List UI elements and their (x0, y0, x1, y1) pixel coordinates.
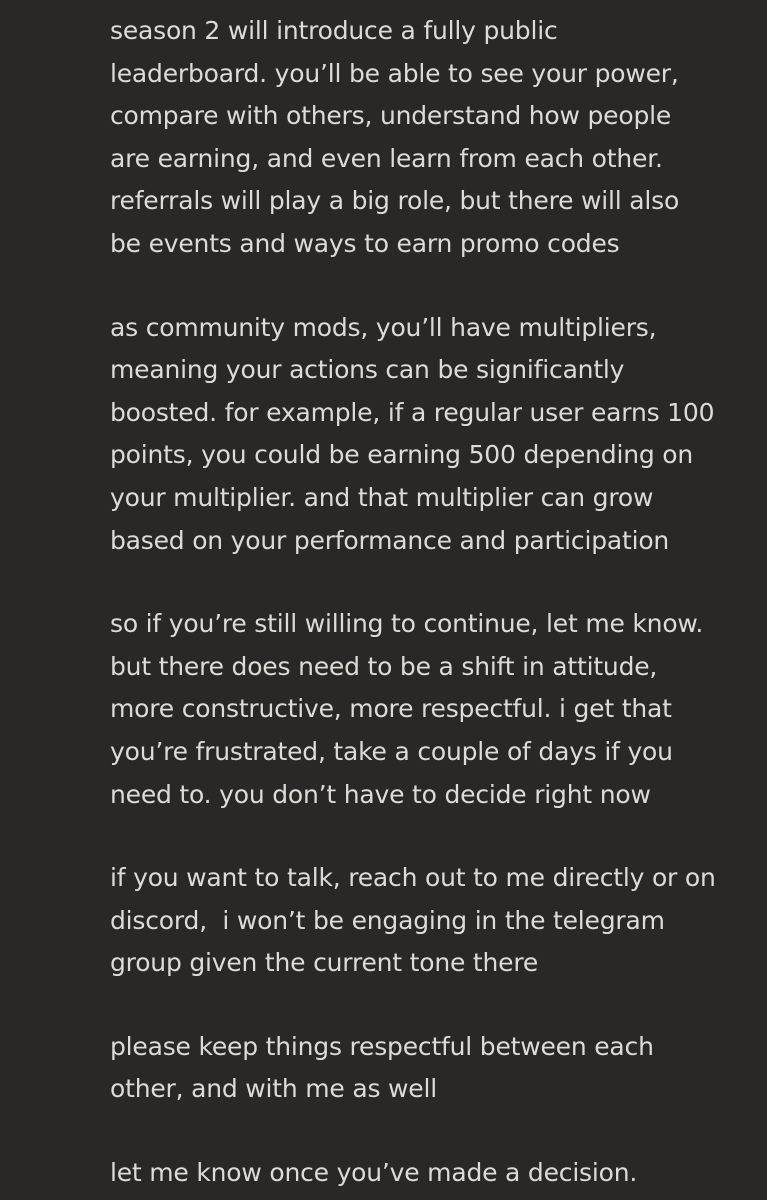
message-line: let me know once you’ve made a decision. (110, 1158, 638, 1188)
message-line: you’re frustrated, take a couple of days if you (110, 736, 673, 766)
message-paragraph (110, 1152, 750, 1195)
message-line: compare with others, understand how people (110, 101, 672, 131)
message-paragraph (110, 307, 750, 563)
message-line: discord, i won’t be engaging in the telegram (110, 905, 665, 935)
message-line: season 2 will introduce a fully public (110, 16, 558, 45)
message-line: are earning, and even learn from each other. (110, 143, 663, 173)
message-line: if you want to talk, reach out to me directly or on (110, 863, 716, 893)
message-line: as community mods, you’ll have multipliers, (110, 312, 657, 342)
message-body (110, 10, 750, 1200)
message-line: leaderboard. you’ll be able to see your power, (110, 58, 679, 88)
message-line: based on your performance and participation (110, 525, 670, 555)
message-line: group given the current tone there (110, 948, 539, 978)
message-paragraph (110, 1026, 750, 1111)
message-paragraph (110, 603, 750, 816)
message-line: be events and ways to earn promo codes (110, 228, 620, 258)
message-line: need to. you don’t have to decide right now (110, 779, 651, 809)
message-paragraph (110, 857, 750, 985)
message-line: but there does need to be a shift in attitude, (110, 651, 658, 681)
message-line: points, you could be earning 500 depending on (110, 440, 694, 470)
message-line: so if you’re still willing to continue, let me know. (110, 609, 704, 639)
message-line: your multiplier. and that multiplier can grow (110, 482, 654, 512)
message-paragraph (110, 10, 750, 266)
message-line: please keep things respectful between each (110, 1031, 654, 1061)
message-line: boosted. for example, if a regular user earns 100 (110, 397, 715, 427)
message-line: more constructive, more respectful. i get that (110, 694, 672, 724)
message-line: referrals will play a big role, but there will also (110, 186, 680, 216)
message-line: meaning your actions can be significantly (110, 355, 625, 385)
message-line: other, and with me as well (110, 1074, 437, 1104)
